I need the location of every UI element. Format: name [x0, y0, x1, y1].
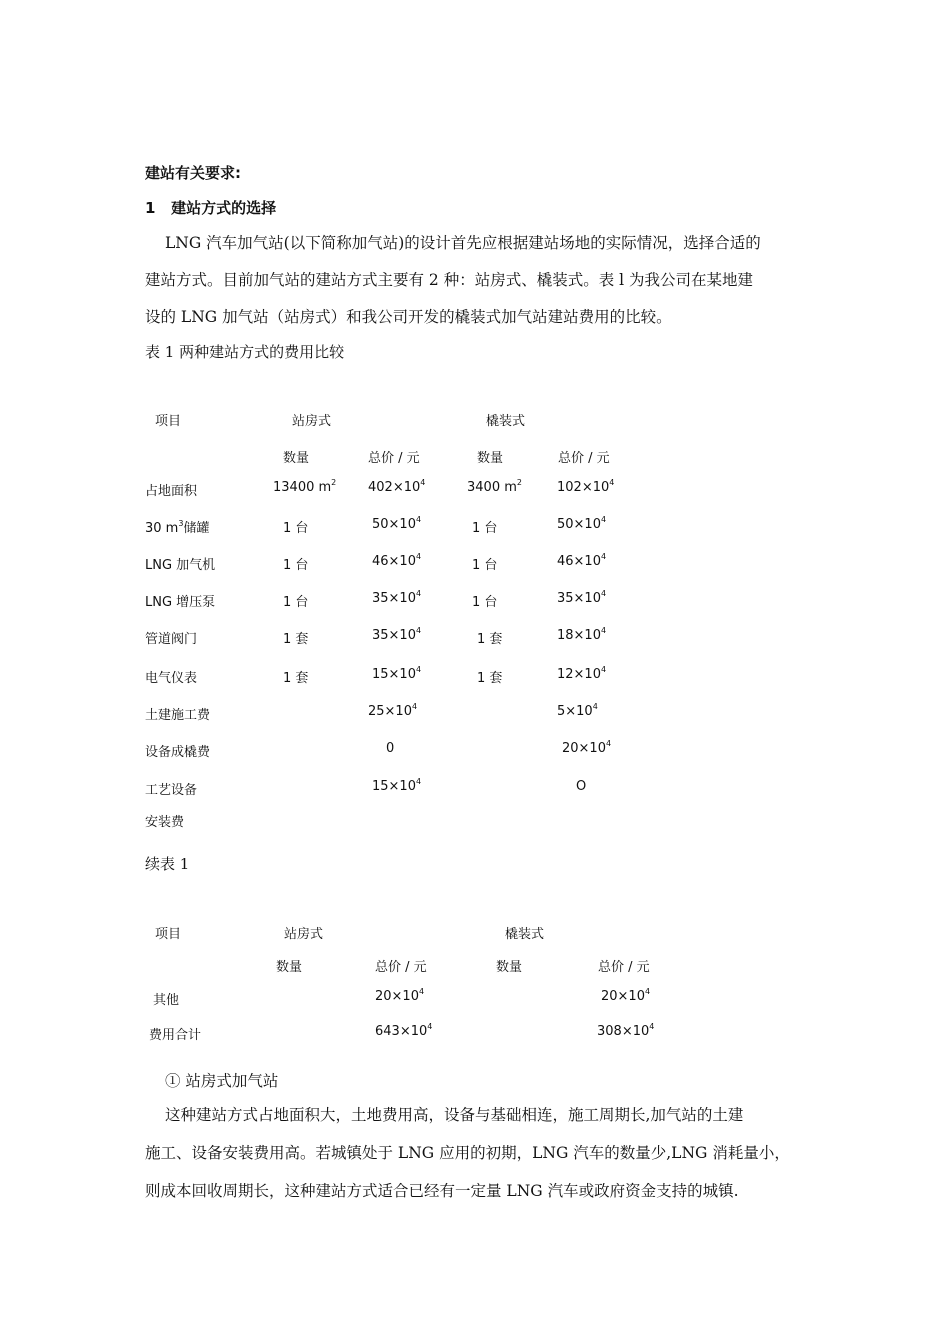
- table-cell-qty: 1 台: [283, 521, 309, 536]
- table-cell-price: $35\times 10^4$: [557, 589, 607, 606]
- table-row-label: 电气仪表: [145, 671, 198, 686]
- table-cell-price: $643\times 10^4$: [375, 1022, 433, 1039]
- table1-header-qty1: 数量: [283, 451, 310, 466]
- table1-header-skid: 橇装式: [486, 414, 526, 429]
- document-heading: 建站有关要求:: [145, 164, 241, 182]
- table-cell-price: $20\times 10^4$: [601, 987, 651, 1004]
- para2-line2: 施工、设备安装费用高。若城镇处于 LNG 应用的初期，LNG 汽车的数量少,LNG 消耗量小，: [145, 1144, 790, 1162]
- table-cell-qty: 1 台: [283, 558, 309, 573]
- table-cell-qty: 1 台: [472, 558, 498, 573]
- table2-caption: 续表 1: [145, 855, 190, 873]
- table-cell-price: $20\times 10^4$: [562, 739, 612, 756]
- table-cell-price: $46\times 10^4$: [372, 552, 422, 569]
- table-row-label: 费用合计: [149, 1028, 202, 1043]
- table-cell-price: $18\times 10^4$: [557, 626, 607, 643]
- table1-header-qty2: 数量: [477, 451, 504, 466]
- section-title: [145, 197, 276, 218]
- table2-header-qty2: 数量: [496, 960, 523, 975]
- table-cell-price: $50\times 10^4$: [372, 515, 422, 532]
- subsection-title: ① 站房式加气站: [165, 1072, 279, 1090]
- table-cell-qty: 1 台: [472, 521, 498, 536]
- table-row-label: 占地面积: [145, 484, 198, 499]
- table-cell-price: $402\times 10^4$: [368, 478, 426, 495]
- table1-header-item: 项目: [155, 414, 182, 429]
- table-row-label: LNG 增压泵: [145, 595, 216, 610]
- section-title-text: 建站方式的选择: [171, 199, 277, 217]
- table-row-label: 管道阀门: [145, 632, 198, 647]
- table-cell-price: $46\times 10^4$: [557, 552, 607, 569]
- table-cell-qty: 1 套: [477, 671, 503, 686]
- table-cell-price: $15\times 10^4$: [372, 665, 422, 682]
- table-cell-price: $5\times 10^4$: [557, 702, 598, 719]
- table1-header-price1: 总价 / 元: [368, 451, 420, 466]
- table-cell-price: $25\times 10^4$: [368, 702, 418, 719]
- table2-header-qty1: 数量: [276, 960, 303, 975]
- para2-line1: 这种建站方式占地面积大，土地费用高，设备与基础相连，施工周期长,加气站的土建: [165, 1106, 744, 1124]
- table2-header-price2: 总价 / 元: [598, 960, 650, 975]
- table-cell-price: $35\times 10^4$: [372, 626, 422, 643]
- table1-caption: 表 1 两种建站方式的费用比较: [145, 343, 345, 361]
- table1-header-price2: 总价 / 元: [558, 451, 610, 466]
- table-cell-qty: 1 套: [477, 632, 503, 647]
- table-cell-qty: 1 套: [283, 632, 309, 647]
- table1-header-station: 站房式: [292, 414, 332, 429]
- table-row-label: 设备成橇费: [145, 745, 211, 760]
- table2-header-price1: 总价 / 元: [375, 960, 427, 975]
- table-cell-price: $102\times 10^4$: [557, 478, 615, 495]
- table-cell-price: O: [576, 779, 587, 794]
- table-row-label: LNG 加气机: [145, 558, 216, 573]
- table2-header-item: 项目: [155, 927, 182, 942]
- table-cell-qty: 13400 $m^2$: [273, 478, 337, 495]
- table-row-label: 工艺设备: [145, 783, 198, 798]
- para1-line1: LNG 汽车加气站(以下简称加气站)的设计首先应根据建站场地的实际情况，选择合适的: [165, 234, 761, 252]
- table-cell-price: $50\times 10^4$: [557, 515, 607, 532]
- para2-line3: 则成本回收周期长，这种建站方式适合已经有一定量 LNG 汽车或政府资金支持的城镇.: [145, 1182, 739, 1200]
- para1-line2: 建站方式。目前加气站的建站方式主要有 2 种：站房式、橇装式。表 l 为我公司在某地建: [145, 271, 754, 289]
- table-cell-qty: 1 套: [283, 671, 309, 686]
- section-number: 1: [145, 199, 156, 217]
- table-cell-price: $308\times 10^4$: [597, 1022, 655, 1039]
- table-row-label-line2: 安装费: [145, 815, 185, 830]
- table-cell-qty: 3400 $m^2$: [467, 478, 522, 495]
- table-cell-price: $15\times 10^4$: [372, 777, 422, 794]
- table-cell-price: $12\times 10^4$: [557, 665, 607, 682]
- table-row-label: 30 $m^3$储罐: [145, 519, 210, 536]
- table-cell-qty: 1 台: [472, 595, 498, 610]
- table-row-label: 土建施工费: [145, 708, 211, 723]
- table2-header-station: 站房式: [284, 927, 324, 942]
- table-cell-price: 0: [386, 741, 395, 756]
- table-row-label: 其他: [153, 993, 180, 1008]
- table-cell-qty: 1 台: [283, 595, 309, 610]
- table-cell-price: $20\times 10^4$: [375, 987, 425, 1004]
- table2-header-skid: 橇装式: [505, 927, 545, 942]
- para1-line3: 设的 LNG 加气站（站房式）和我公司开发的橇装式加气站建站费用的比较。: [145, 308, 672, 326]
- table-cell-price: $35\times 10^4$: [372, 589, 422, 606]
